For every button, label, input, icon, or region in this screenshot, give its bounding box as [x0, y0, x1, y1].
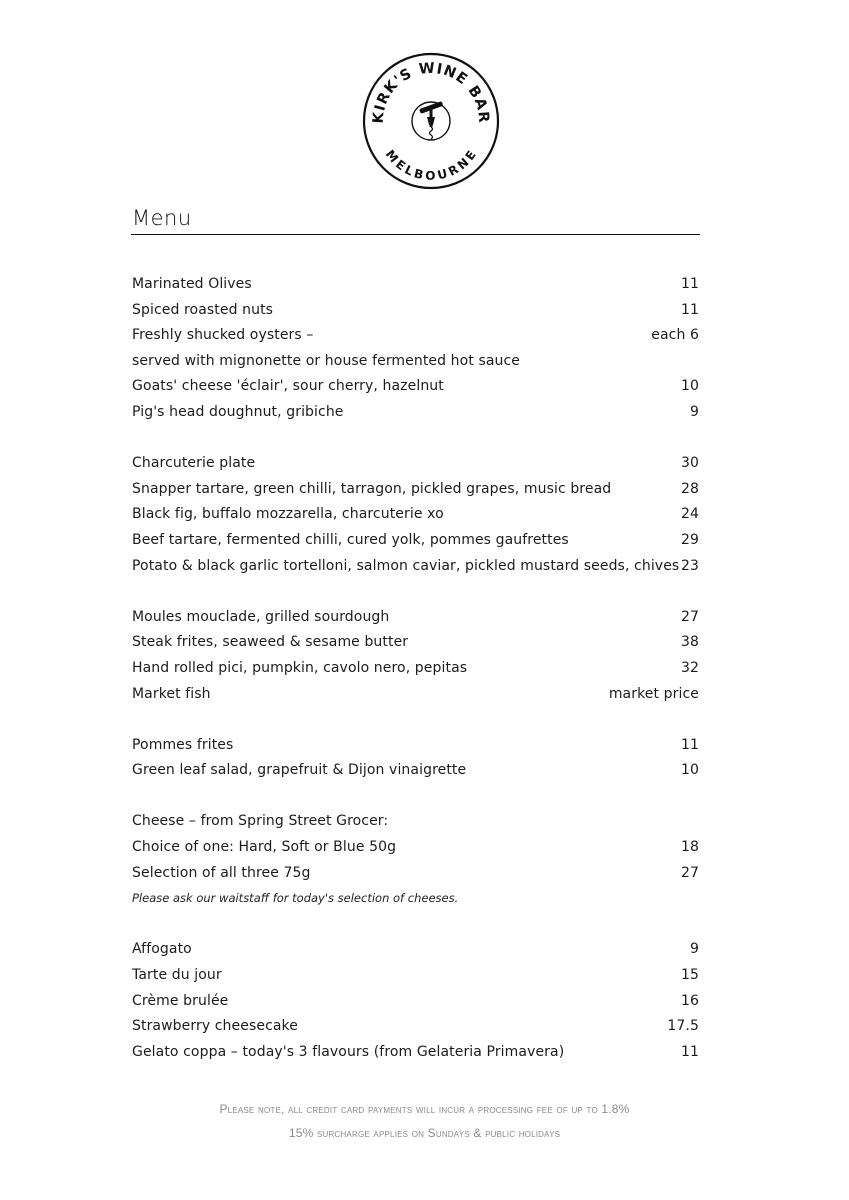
- menu-item: [132, 272, 699, 298]
- menu-item-price: 28: [680, 480, 699, 497]
- logo-bottom-text: MELBOURNE: [382, 147, 480, 183]
- menu-item-name: Pommes frites: [132, 736, 234, 753]
- menu-item: [132, 554, 699, 580]
- logo-top-text: KIRK'S WINE BAR: [370, 60, 492, 125]
- menu-section: [132, 937, 699, 1065]
- svg-text:MELBOURNE: [383, 147, 480, 183]
- menu-item-name: Tarte du jour: [132, 967, 222, 984]
- menu-item-name: Hand rolled pici, pumpkin, cavolo nero, pepitas: [132, 659, 468, 676]
- page-title: Menu: [132, 206, 192, 230]
- menu-item-name: Freshly shucked oysters –: [132, 327, 314, 344]
- menu-item-name: Pig's head doughnut, gribiche: [132, 403, 344, 420]
- menu-item: [132, 989, 699, 1015]
- menu-item-name: Potato & black garlic tortelloni, salmon caviar, pickled mustard seeds, chives: [132, 557, 680, 574]
- menu-item: [132, 835, 699, 861]
- menu-item: [132, 733, 699, 759]
- menu-item-name: Green leaf salad, grapefruit & Dijon vinaigrette: [132, 762, 467, 779]
- menu-item-name: Moules mouclade, grilled sourdough: [132, 608, 390, 625]
- menu-item-price: 11: [680, 301, 699, 318]
- menu-item-price: 29: [680, 531, 699, 548]
- menu-item-name: Selection of all three 75g: [132, 864, 311, 881]
- menu-section: [132, 451, 699, 579]
- menu-item-price: 17.5: [667, 1018, 699, 1035]
- menu-item-name: Market fish: [132, 685, 211, 702]
- menu-item-price: 11: [680, 736, 699, 753]
- menu-item-name: Marinated Olives: [132, 276, 252, 292]
- menu-item: [132, 937, 699, 963]
- menu-item: [132, 630, 699, 656]
- menu-item: [132, 451, 699, 477]
- menu-section: [132, 272, 699, 426]
- logo-seal: [361, 51, 501, 191]
- menu-item: [132, 298, 699, 324]
- menu-item-price: 32: [680, 659, 699, 676]
- menu-item-name: Charcuterie plate: [132, 455, 256, 472]
- menu-item: [132, 477, 699, 503]
- menu-item-name: Choice of one: Hard, Soft or Blue 50g: [132, 839, 397, 856]
- menu-item: [132, 349, 699, 375]
- footer-note-surcharge: 15% surcharge applies on Sundays & public holidays: [288, 1126, 561, 1140]
- menu-item-price: 24: [680, 506, 699, 523]
- menu-item-price: 27: [680, 864, 699, 881]
- menu-item-price: 27: [680, 608, 699, 625]
- menu-item: [132, 809, 699, 835]
- menu-item-name: Strawberry cheesecake: [132, 1018, 298, 1035]
- menu-item: [132, 374, 699, 400]
- corkscrew-icon: [412, 101, 450, 140]
- menu-item-price: 30: [680, 455, 699, 472]
- menu-item: [132, 400, 699, 426]
- footer-note-card-fee: Please note, all credit card payments will incur a processing fee of up to 1.8%: [219, 1102, 630, 1116]
- menu-item: [132, 502, 699, 528]
- menu-item-name: Beef tartare, fermented chilli, cured yolk, pommes gaufrettes: [132, 531, 569, 548]
- menu-item: [132, 656, 699, 682]
- menu-item-price: 11: [680, 276, 699, 292]
- menu-item: [132, 682, 699, 708]
- menu-item-price: 23: [680, 557, 699, 574]
- menu-item: [132, 1014, 699, 1040]
- menu-item-price: 11: [680, 1043, 699, 1060]
- menu-item-name: Spiced roasted nuts: [132, 301, 274, 318]
- menu-item-price: 15: [680, 967, 699, 984]
- menu-item-price: 18: [680, 839, 699, 856]
- menu-item-price: 10: [680, 762, 699, 779]
- menu-item-name: Black fig, buffalo mozzarella, charcuterie xo: [132, 506, 444, 523]
- menu-item: [132, 758, 699, 784]
- menu-section: [132, 605, 699, 707]
- title-divider: [131, 234, 700, 235]
- menu-item-price: 10: [680, 378, 699, 395]
- menu-section: [132, 809, 699, 911]
- menu-item-name: Gelato coppa – today's 3 flavours (from Gelateria Primavera): [132, 1043, 565, 1060]
- menu-item-name: Goats' cheese 'éclair', sour cherry, hazelnut: [132, 378, 444, 395]
- menu-item: [132, 528, 699, 554]
- menu-section-note: Please ask our waitstaff for today's selection of cheeses.: [132, 891, 459, 906]
- menu-item: [132, 605, 699, 631]
- menu-item-name: Affogato: [132, 941, 192, 958]
- menu-item-price: 16: [680, 992, 699, 1009]
- menu-item: [132, 963, 699, 989]
- menu-item: [132, 861, 699, 887]
- menu-item: [132, 1040, 699, 1066]
- menu-list: [132, 272, 699, 1091]
- menu-item: [132, 323, 699, 349]
- menu-item-name: Snapper tartare, green chilli, tarragon, pickled grapes, music bread: [132, 480, 612, 497]
- menu-item-price: each 6: [651, 327, 699, 344]
- menu-item-name: served with mignonette or house fermented hot sauce: [132, 352, 521, 369]
- menu-item-name: Steak frites, seaweed & sesame butter: [132, 634, 409, 651]
- menu-item-price: 38: [680, 634, 699, 651]
- menu-item-price: 9: [689, 941, 699, 958]
- menu-section: [132, 733, 699, 784]
- menu-item-price: 9: [689, 403, 699, 420]
- menu-item-name: Crème brulée: [132, 992, 229, 1009]
- menu-item-price: market price: [608, 685, 699, 702]
- menu-item-name: Cheese – from Spring Street Grocer:: [132, 813, 389, 830]
